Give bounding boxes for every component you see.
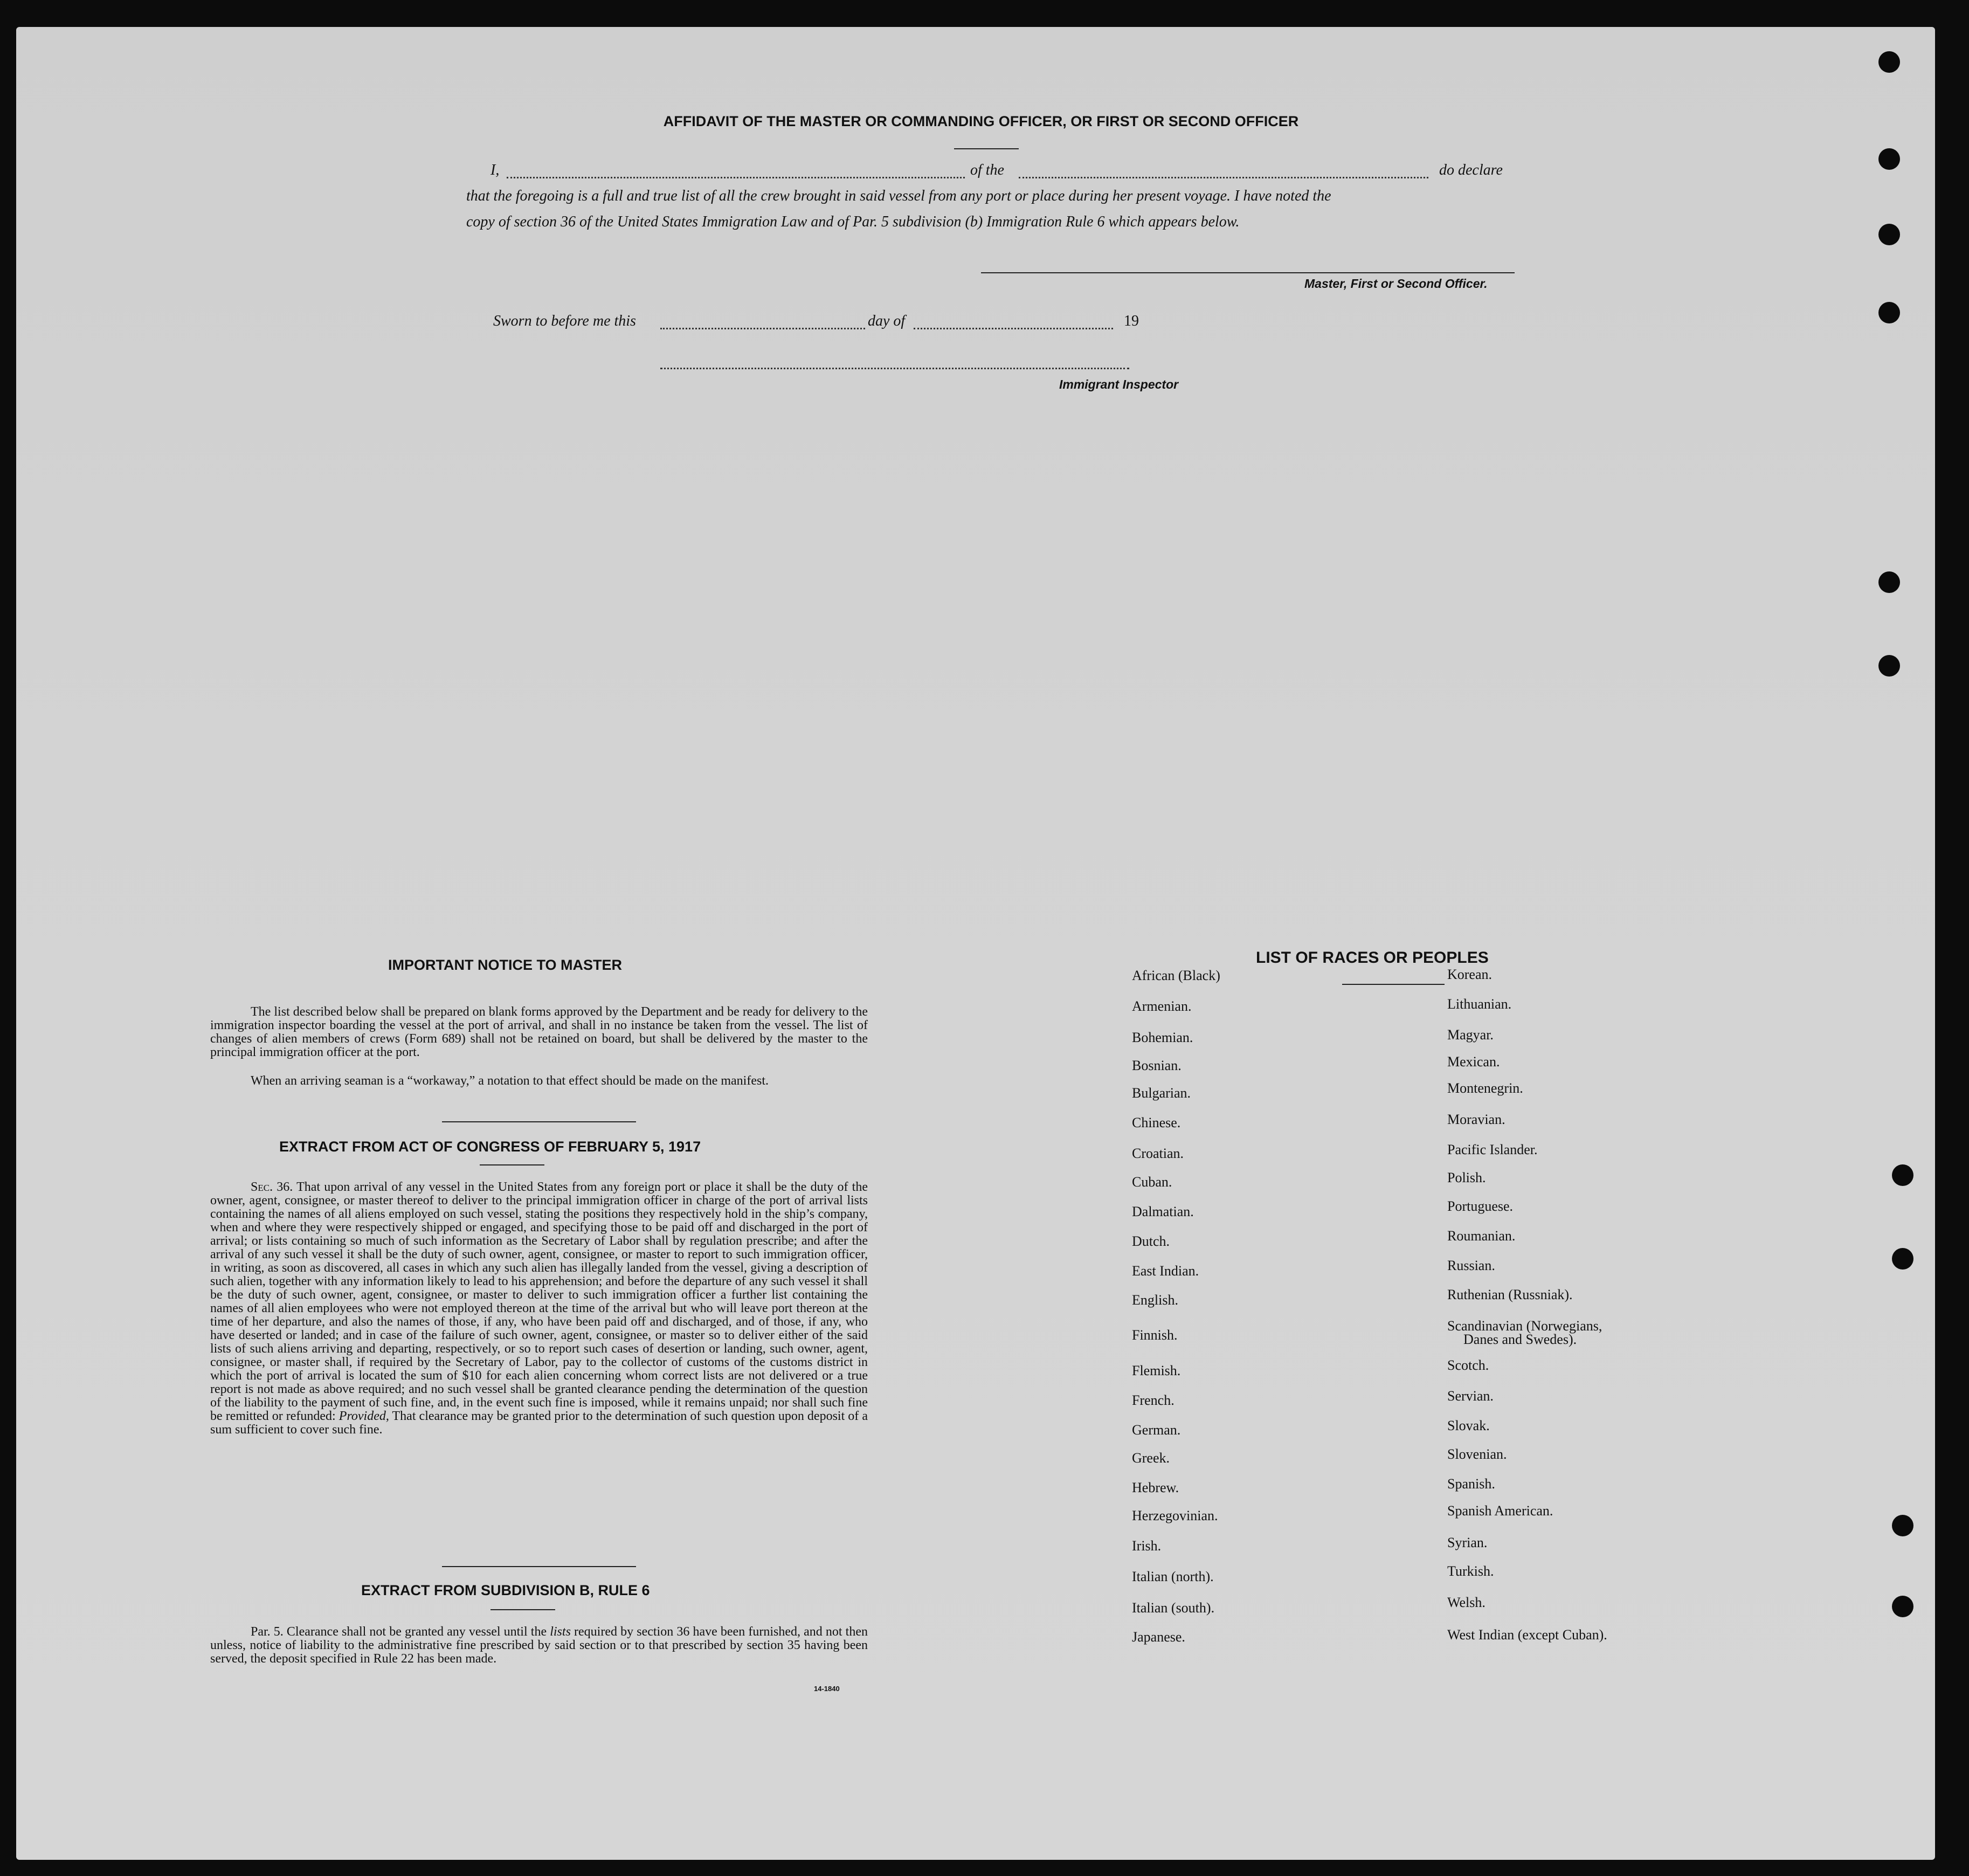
race-item: Flemish. bbox=[1132, 1363, 1181, 1378]
race-item: Welsh. bbox=[1447, 1595, 1486, 1610]
act-title: EXTRACT FROM ACT OF CONGRESS OF FEBRUARY 5, 1917 bbox=[279, 1139, 701, 1155]
affidavit-line1-prefix: I, bbox=[490, 162, 500, 178]
punch-hole bbox=[1892, 1248, 1913, 1270]
act-body-text: That upon arrival of any vessel in the United States from any foreign port or place it shall be the duty of the owner, agent, consignee, or master thereof to deliver to the principal immigration officer in charge of the port of arrival lists containing the names of all aliens employed on such vessel, stating the positions they respectively hold in the ship’s company, when and where they were respectively shipped or engaged, and specifying those to be paid off and discharged in the port of arrival; or lists containing so much of such information as the Secretary of Labor shall by regulation prescribe; and after the arrival of any such vessel it shall be the duty of such owner, agent, consignee, or master to report to such immigration officer, in writing, as soon as discovered, all cases in which any such alien has illegally landed from the vessel, giving a description of such alien, together with any information likely to lead to his apprehension; and before the departure of any such vessel it shall be the duty of such owner, agent, consignee, or master to deliver to such immigration officer a further list containing the names of all alien employees who were not employed thereon at the time of the arrival but who will leave port thereon at the time of her departure, and also the names of those, if any, who have been paid off and discharged, and of those, if any, who have deserted or landed; and in case of the failure of such owner, agent, consignee, or master so to deliver either of the said lists of such aliens arriving and departing, respectively, or so to report such cases of desertion or landing, such owner, agent, consignee, or master shall, if required by the Secretary of Labor, pay to the collector of customs of the customs district in which the port of arrival is located the sum of $10 for each alien concerning whom correct lists are not delivered or a true report is not made as above required; and no such vessel shall be granted clearance pending the determination of the question of the liability to the payment of such fine, and, in the event such fine is imposed, while it remains unpaid; nor shall such fine be remitted or refunded: bbox=[210, 1180, 868, 1423]
sworn-year: 19 bbox=[1124, 313, 1139, 329]
race-scandinavian-line2: Danes and Swedes). bbox=[1463, 1332, 1577, 1347]
sworn-day-label: day of bbox=[868, 313, 906, 329]
punch-hole bbox=[1878, 571, 1900, 593]
act-sec-label: Sec. 36. bbox=[251, 1180, 293, 1194]
rule-title: EXTRACT FROM SUBDIVISION B, RULE 6 bbox=[361, 1582, 650, 1598]
race-item: English. bbox=[1132, 1292, 1178, 1308]
race-item: Scandinavian (Norwegians, bbox=[1447, 1318, 1602, 1334]
race-item: Slovak. bbox=[1447, 1418, 1490, 1433]
race-item: Syrian. bbox=[1447, 1535, 1488, 1550]
race-item: Spanish American. bbox=[1447, 1503, 1553, 1519]
form-number: 14-1840 bbox=[814, 1685, 840, 1693]
races-title-rule bbox=[1342, 984, 1445, 985]
race-item: Italian (north). bbox=[1132, 1569, 1214, 1584]
race-item: Scotch. bbox=[1447, 1357, 1489, 1373]
affidavit-line3: copy of section 36 of the United States Immigration Law and of Par. 5 subdivision (b) Immigration Rule 6 which appears below. bbox=[466, 213, 1240, 230]
race-item: Montenegrin. bbox=[1447, 1080, 1523, 1096]
race-item: German. bbox=[1132, 1422, 1181, 1438]
race-item: Finnish. bbox=[1132, 1327, 1178, 1343]
punch-hole bbox=[1878, 51, 1900, 73]
notice-title: IMPORTANT NOTICE TO MASTER bbox=[388, 957, 622, 973]
race-item: Slovenian. bbox=[1447, 1446, 1507, 1462]
race-item: Chinese. bbox=[1132, 1115, 1181, 1130]
rule-body bbox=[210, 1625, 868, 1666]
punch-hole bbox=[1892, 1164, 1913, 1186]
race-item: Portuguese. bbox=[1447, 1198, 1514, 1214]
races-title: LIST OF RACES OR PEOPLES bbox=[1256, 949, 1489, 967]
race-item: Spanish. bbox=[1447, 1476, 1495, 1492]
affidavit-line1-suffix: do declare bbox=[1439, 162, 1503, 178]
sworn-prefix: Sworn to before me this bbox=[493, 313, 636, 329]
race-item: Bohemian. bbox=[1132, 1030, 1193, 1045]
punch-hole bbox=[1878, 224, 1900, 245]
race-item: Japanese. bbox=[1132, 1629, 1185, 1645]
punch-hole bbox=[1892, 1515, 1913, 1536]
punch-hole bbox=[1878, 148, 1900, 170]
race-item: West Indian (except Cuban). bbox=[1447, 1627, 1607, 1643]
race-item: Korean. bbox=[1447, 967, 1493, 982]
race-item: Bulgarian. bbox=[1132, 1085, 1191, 1101]
race-item: Irish. bbox=[1132, 1538, 1162, 1554]
race-item: Ruthenian (Russniak). bbox=[1447, 1287, 1573, 1302]
rule-lists: lists bbox=[550, 1625, 571, 1639]
race-item: Dutch. bbox=[1132, 1233, 1170, 1249]
race-item: Herzegovinian. bbox=[1132, 1508, 1218, 1523]
punch-hole bbox=[1878, 302, 1900, 323]
declarant-name-blank bbox=[507, 177, 965, 178]
race-item: Hebrew. bbox=[1132, 1480, 1179, 1495]
act-body-tail: That clearance may be granted prior to the determination of such question upon deposit of a sum sufficient to cover such fine. bbox=[210, 1409, 868, 1437]
rule-title-rule bbox=[490, 1609, 555, 1610]
affidavit-line2: that the foregoing is a full and true list of all the crew brought in said vessel from any port or place during her present voyage. I have noted the bbox=[466, 188, 1331, 204]
race-item: Moravian. bbox=[1447, 1112, 1505, 1127]
act-title-rule bbox=[480, 1164, 544, 1165]
race-item: Servian. bbox=[1447, 1388, 1494, 1404]
notice-divider bbox=[442, 1121, 636, 1122]
race-item: Croatian. bbox=[1132, 1146, 1184, 1161]
race-item: Pacific Islander. bbox=[1447, 1142, 1538, 1157]
race-item: Russian. bbox=[1447, 1258, 1495, 1273]
sworn-month-blank bbox=[914, 328, 1113, 329]
race-item: Turkish. bbox=[1447, 1563, 1494, 1579]
notice-para1-text: The list described below shall be prepared on blank forms approved by the Department and be ready for delivery to the immigration inspector boarding the vessel at the port of arrival, and shall in no instance be taken from the vessel. The list of changes of alien members of crews (Form 689) shall not be retained on board, but shall be delivered by the master to the principal immigration officer at the port. bbox=[210, 1005, 868, 1059]
race-item: Mexican. bbox=[1447, 1054, 1500, 1070]
race-item: Armenian. bbox=[1132, 998, 1192, 1014]
master-signature-line bbox=[981, 272, 1515, 273]
notice-para1 bbox=[210, 1005, 868, 1059]
vessel-name-blank bbox=[1019, 177, 1428, 178]
race-item: Greek. bbox=[1132, 1450, 1170, 1466]
notice-para2-text: When an arriving seaman is a “workaway,” a notation to that effect should be made on the manifest. bbox=[251, 1074, 769, 1088]
affidavit-title-rule bbox=[954, 148, 1019, 149]
notice-para2 bbox=[210, 1074, 868, 1088]
punch-hole bbox=[1878, 655, 1900, 677]
race-item: French. bbox=[1132, 1392, 1175, 1408]
race-item: Cuban. bbox=[1132, 1174, 1172, 1190]
affidavit-title: AFFIDAVIT OF THE MASTER OR COMMANDING OFFICER, OR FIRST OR SECOND OFFICER bbox=[663, 113, 1299, 129]
act-body bbox=[210, 1181, 868, 1437]
punch-hole bbox=[1892, 1596, 1913, 1617]
race-item: Italian (south). bbox=[1132, 1600, 1215, 1616]
act-divider bbox=[442, 1566, 636, 1567]
race-item: Roumanian. bbox=[1447, 1228, 1516, 1244]
race-item: Magyar. bbox=[1447, 1027, 1494, 1043]
race-item: Polish. bbox=[1447, 1170, 1486, 1185]
act-provided: Provided, bbox=[338, 1409, 389, 1423]
document-page bbox=[16, 27, 1935, 1860]
rule-body-tail: required by section 36 have been furnished, and not then unless, notice of liability to the administrative fine prescribed by said section or to that prescribed by section 35 having been served, the deposit specified in Rule 22 has been made. bbox=[210, 1625, 868, 1666]
race-item: Bosnian. bbox=[1132, 1058, 1182, 1073]
race-item: East Indian. bbox=[1132, 1263, 1199, 1279]
race-item: Lithuanian. bbox=[1447, 996, 1512, 1012]
master-caption: Master, First or Second Officer. bbox=[1304, 277, 1488, 291]
race-item: Dalmatian. bbox=[1132, 1204, 1194, 1219]
rule-body-text: Par. 5. Clearance shall not be granted any vessel until the bbox=[251, 1625, 547, 1639]
inspector-caption: Immigrant Inspector bbox=[1059, 377, 1179, 391]
affidavit-line1-mid: of the bbox=[970, 162, 1004, 178]
inspector-signature-line bbox=[660, 368, 1129, 369]
race-item: African (Black) bbox=[1132, 968, 1220, 983]
sworn-day-blank bbox=[660, 328, 865, 329]
